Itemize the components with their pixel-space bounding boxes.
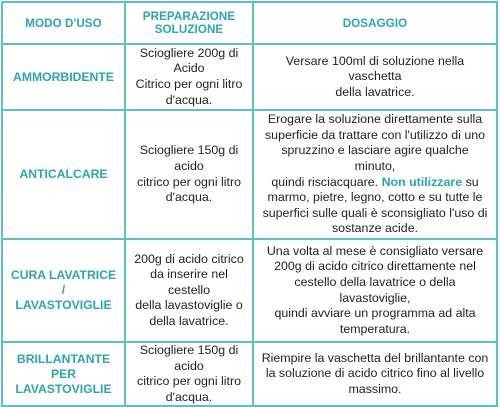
prep-cell <box>125 239 253 342</box>
dose-line: su <box>465 174 479 189</box>
prep-cell <box>125 342 253 406</box>
dose-line: 200g di acido citrico direttamente nel <box>274 259 476 274</box>
header-preparazione <box>125 2 253 44</box>
prep-line: citrico per ogni litro <box>137 174 241 189</box>
table-row <box>2 239 497 342</box>
prep-line: da inserire nel cestello <box>150 267 228 297</box>
table-header-row <box>2 2 497 44</box>
warning-highlight: Non utilizzare <box>381 174 463 189</box>
dose-line: Riempire la vaschetta del brillantante con <box>261 350 489 365</box>
dose-line: Versare 100ml di soluzione nella vaschetta <box>285 53 465 84</box>
prep-line: d'acqua. <box>165 190 213 205</box>
prep-cell <box>125 44 253 110</box>
dose-line: sostanze acide. <box>331 221 419 236</box>
dose-line: cestello della lavatrice o della lavastoviglie, <box>294 274 456 305</box>
dose-line: Una volta al mese è consigliato versare <box>266 243 484 258</box>
mode-cell <box>2 44 125 110</box>
mode-cell <box>2 342 125 406</box>
dose-line: spruzzino e lasciare agire qualche minuto, <box>281 143 469 173</box>
usage-table <box>1 1 498 407</box>
mode-label: AMMORBIDENTE <box>13 69 114 84</box>
prep-line: Citrico per ogni litro <box>135 77 243 91</box>
prep-line: Sciogliere 150g di acido <box>139 343 239 373</box>
dose-line: marmo, pietre, legno, cotto e su tutte le <box>267 190 483 205</box>
mode-label: LAVASTOVIGLIE <box>15 381 112 396</box>
header-preparazione-line2: SOLUZIONE <box>154 23 224 36</box>
mode-label: ANTICALCARE <box>19 167 108 181</box>
mode-label: PER <box>50 366 77 381</box>
dose-line: della lavatrice. <box>335 84 415 99</box>
dose-cell <box>253 44 497 110</box>
dose-cell <box>253 342 497 406</box>
prep-line: della lavastoviglie o <box>135 298 243 313</box>
table-row <box>2 44 497 110</box>
dose-cell <box>253 110 497 239</box>
prep-line: citrico per ogni litro <box>137 374 241 389</box>
dose-line: massimo. <box>348 381 402 396</box>
table-row <box>2 110 497 239</box>
header-preparazione-line1: PREPARAZIONE <box>142 10 236 23</box>
prep-line: della lavatrice. <box>149 313 229 328</box>
dose-line: temperatura. <box>339 321 411 336</box>
dose-line: la soluzione di acido citrico fino al livello <box>265 366 485 381</box>
mode-label: LAVASTOVIGLIE <box>15 298 112 312</box>
prep-line: Sciogliere 150g di acido <box>139 143 239 173</box>
header-modo-uso: MODO D'USO <box>2 2 125 44</box>
dose-line: quindi risciacquare. <box>271 174 379 189</box>
prep-line: Sciogliere 200g di Acido <box>139 45 239 76</box>
dose-line: Erogare la soluzione direttamente sulla <box>267 112 483 127</box>
prep-line: d'acqua. <box>165 389 213 404</box>
dose-cell <box>253 239 497 342</box>
dose-line: superficie da trattare con l'utilizzo di uno <box>264 127 485 142</box>
mode-cell <box>2 239 125 342</box>
prep-cell <box>125 110 253 239</box>
mode-label: BRILLANTANTE <box>16 351 111 366</box>
prep-line: 200g di acido citrico <box>134 251 244 266</box>
table-row <box>2 342 497 406</box>
dose-line: quindi avviare un programma ad alta <box>274 306 476 321</box>
header-dosaggio: DOSAGGIO <box>253 2 497 44</box>
prep-line: d'acqua. <box>165 92 213 107</box>
mode-label: CURA LAVATRICE / <box>10 268 117 297</box>
mode-cell <box>2 110 125 239</box>
dose-line: superfici sulle quali è sconsigliato l'uso di <box>262 205 488 220</box>
